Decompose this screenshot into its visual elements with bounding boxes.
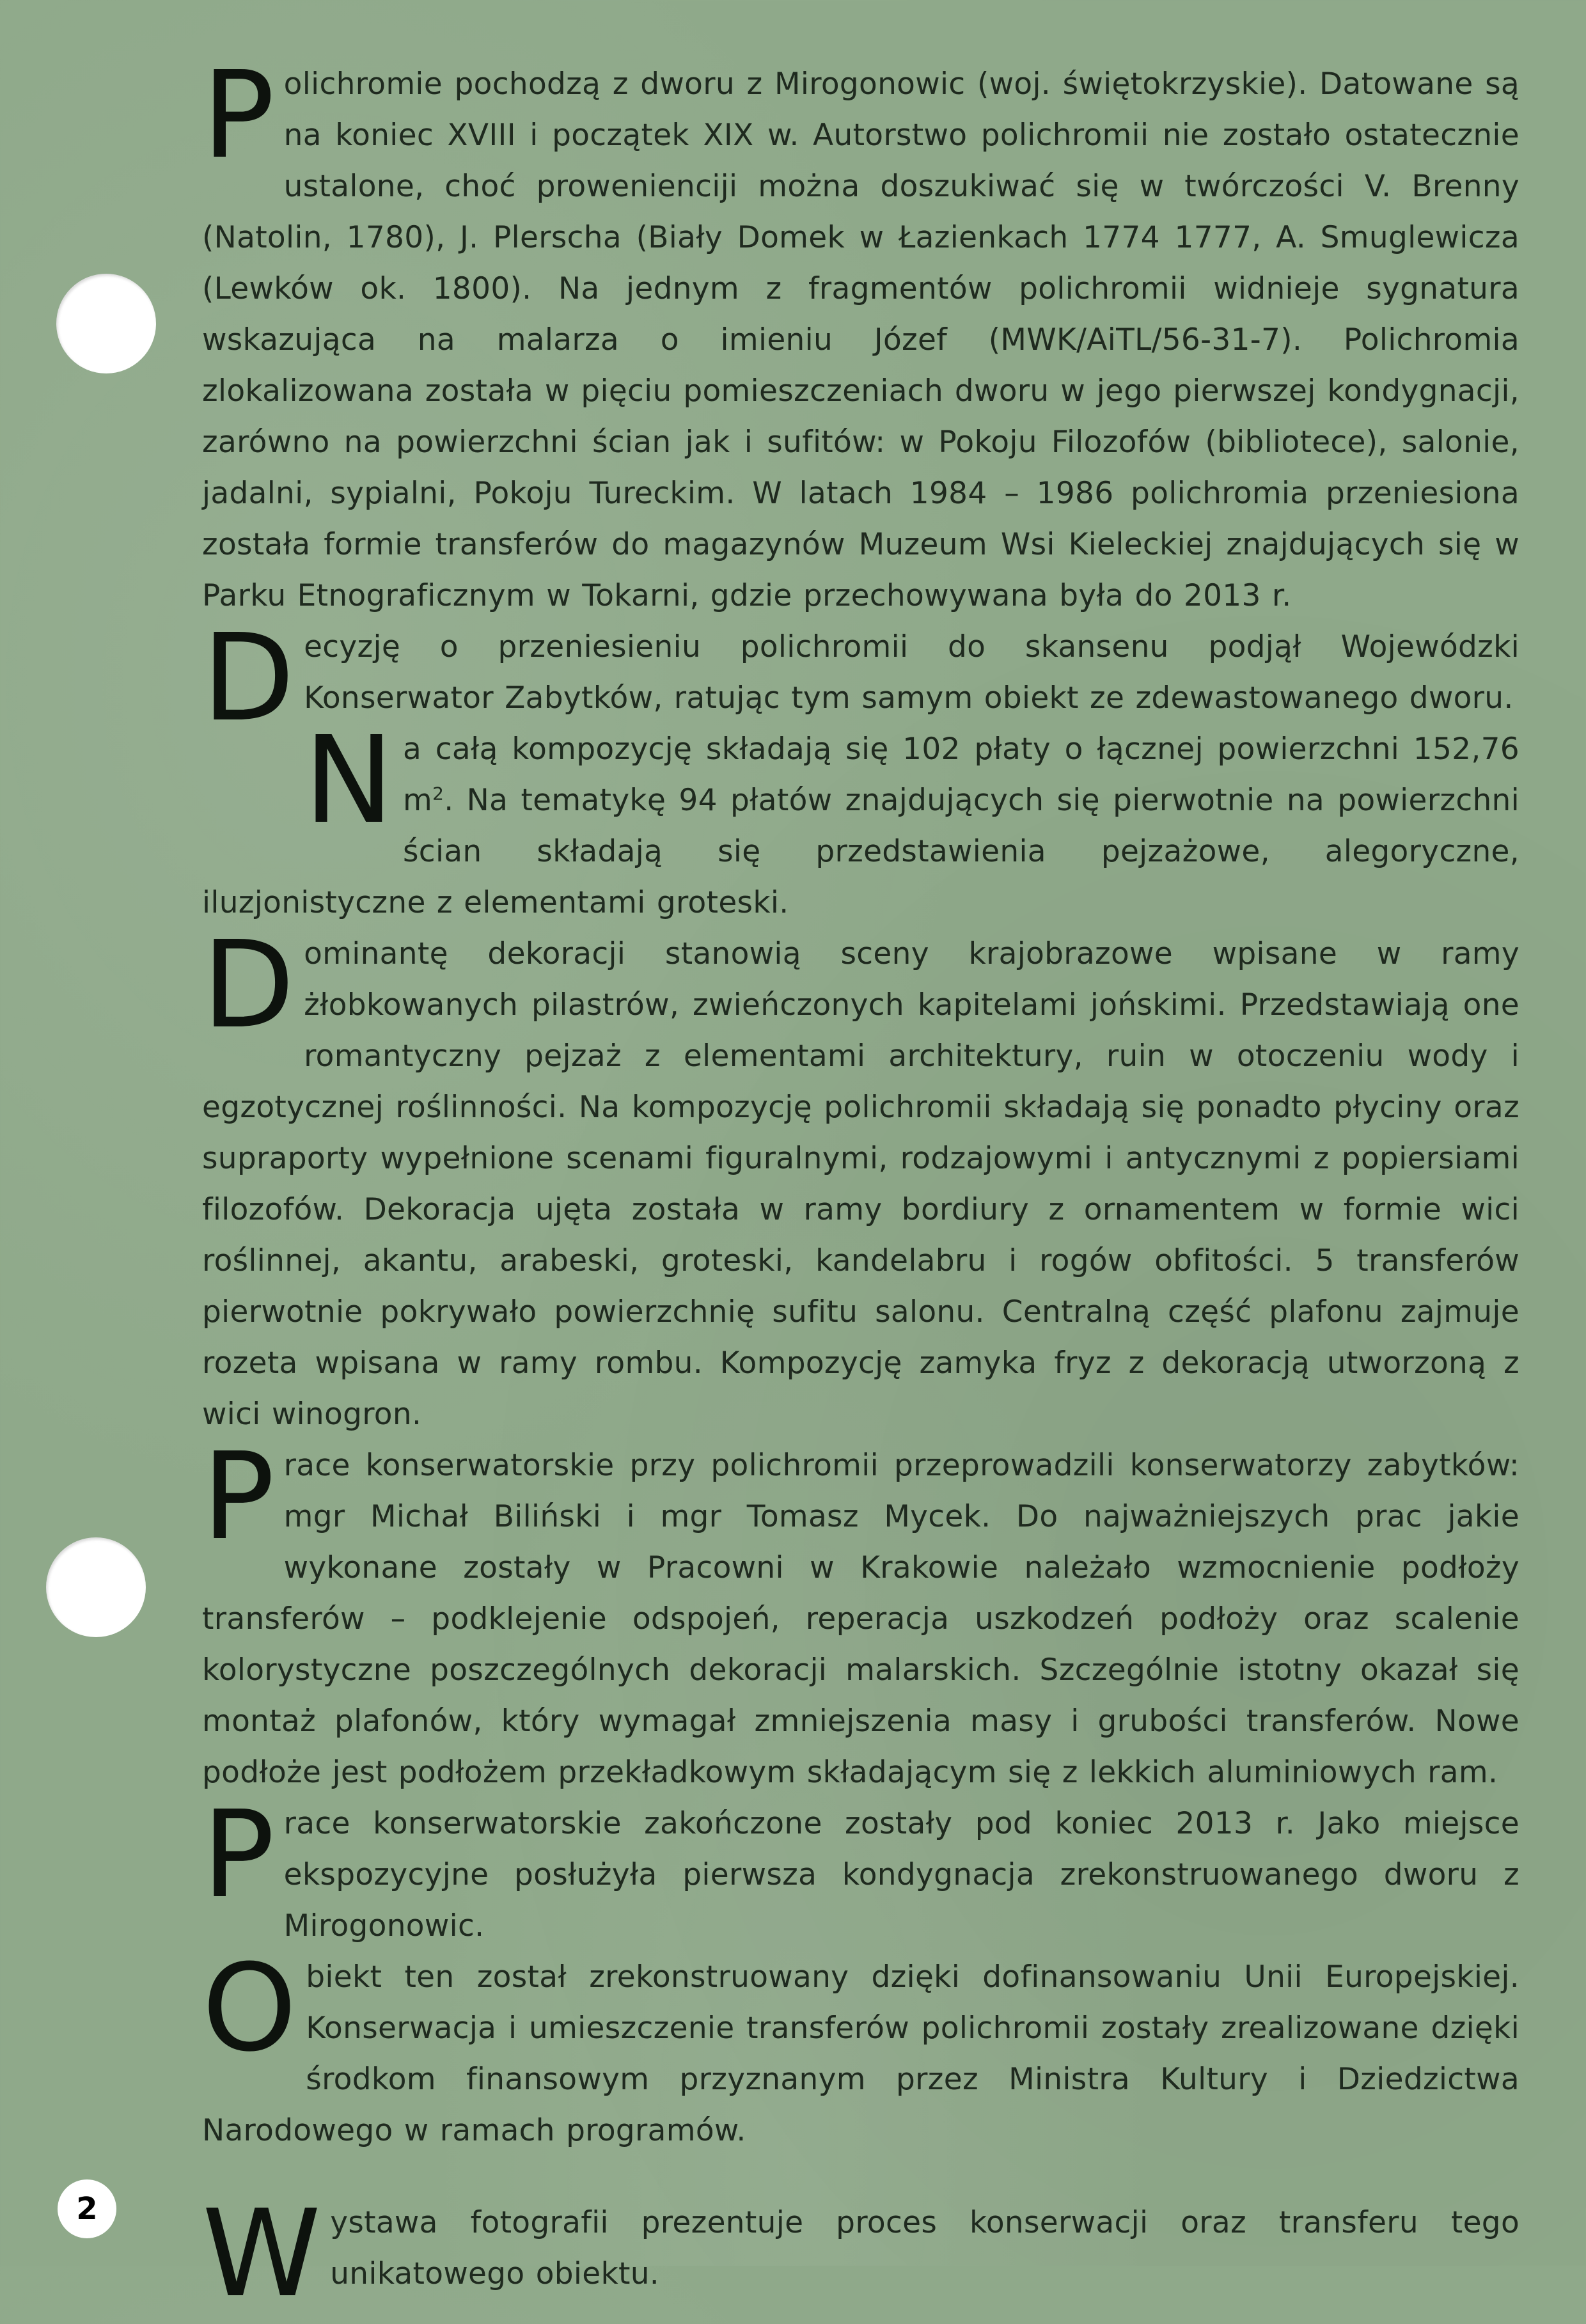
drop-cap: D: [202, 608, 295, 748]
punch-hole-bottom: [46, 1537, 146, 1637]
paragraph-prace-zakonczone: [202, 1785, 1519, 1952]
drop-cap: O: [202, 1938, 297, 2078]
punch-hole-top: [56, 274, 156, 373]
paragraph-text: race konserwatorskie zakończone zostały pod koniec 2013 r. Jako miejsce ekspozycyjne posłużyła pierwsza kondygnacja zrekonstruowanego dworu z Mirogonowic.: [283, 1806, 1519, 1943]
paragraph-text: ecyzję o przeniesieniu polichromii do skansenu podjął Wojewódzki Konserwator Zabytków, ratując tym samym obiekt ze zdewastowanego dworu.: [304, 629, 1519, 716]
paragraph-text-continued: . Na tematykę 94 płatów znajdujących się pierwotnie na powierzchni ścian składają się przedstawienia pejzażowe, alegoryczne, iluzjonistyczne z elementami groteski.: [202, 783, 1519, 920]
drop-cap: P: [202, 45, 275, 185]
paragraph-dominanta: [202, 915, 1519, 1440]
paragraph-obiekt: [202, 1938, 1519, 2156]
drop-cap: N: [304, 711, 395, 851]
article-body: [202, 45, 1519, 2324]
paragraph-decyzja: [202, 608, 1519, 748]
paragraph-text: ominantę dekoracji stanowią sceny krajobrazowe wpisane w ramy żłobkowanych pilastrów, zwieńczonych kapitelami jońskimi. Przedstawiają one romantyczny pejzaż z elementami architektury, ruin w otoczeniu wody i egzotycznej roślinności. Na kompozycję polichromii składają się ponadto płyciny oraz supraporty wypełnione scenami figuralnymi, rodzajowymi i antycznymi z popiersiami filozofów. Dekoracja ujęta została w ramy bordiury z ornamentem w formie wici roślinnej, akantu, arabeski, groteski, kandelabru i rogów obfitości. 5 transferów pierwotnie pokrywało powierzchnię sufitu salonu. Centralną część plafonu zajmuje rozeta wpisana w ramy rombu. Kompozycję zamyka fryz z dekoracją utworzoną z wici winogron.: [202, 936, 1519, 1432]
paragraph-text: ystawa fotografii prezentuje proces konserwacji oraz transferu tego unikatowego obiektu.: [330, 2205, 1519, 2291]
drop-cap: D: [202, 915, 295, 1055]
drop-cap: P: [202, 1785, 275, 1925]
paragraph-prace-konserwatorskie: [202, 1427, 1519, 1798]
superscript-2: 2: [432, 783, 444, 805]
paragraph-text: biekt ten został zrekonstruowany dzięki dofinansowaniu Unii Europejskiej. Konserwacja i umieszczenie transferów polichromii zostały zrealizowane dzięki środkom finansowym przyznanym przez Ministra Kultury i Dziedzictwa Narodowego w ramach programów.: [202, 1959, 1519, 2148]
paragraph-kompozycja: [202, 711, 1519, 929]
drop-cap: P: [202, 1427, 275, 1567]
paragraph-text: olichromie pochodzą z dworu z Mirogonowic (woj. świętokrzyskie). Datowane są na koniec XVIII i początek XIX w. Autorstwo polichromii nie zostało ostatecznie ustalone, choć prowenienciji można doszukiwać się w twórczości V. Brenny (Natolin, 1780), J. Plerscha (Biały Domek w Łazienkach 1774 1777, A. Smuglewicza (Lewków ok. 1800). Na jednym z fragmentów polichromii widnieje sygnatura wskazująca na malarza o imieniu Józef (MWK/AiTL/56-31-7). Polichromia zlokalizowana została w pięciu pomieszczeniach dworu w jego pierwszej kondygnacji, zarówno na powierzchni ścian jak i sufitów: w Pokoju Filozofów (bibliotece), salonie, jadalni, sypialni, Pokoju Tureckim. W latach 1984 – 1986 polichromia przeniesiona została formie transferów do magazynów Muzeum Wsi Kieleckiej znajdujących się w Parku Etnograficznym w Tokarni, gdzie przechowywana była do 2013 r.: [202, 67, 1519, 613]
drop-cap: W: [202, 2184, 322, 2324]
paragraph-wystawa: [202, 2184, 1519, 2324]
paragraph-text: race konserwatorskie przy polichromii przeprowadzili konserwatorzy zabytków: mgr Michał Biliński i mgr Tomasz Mycek. Do najważniejszych prac jakie wykonane zostały w Pracowni w Krakowie należało wzmocnienie podłoży transferów – podklejenie odspojeń, reperacja uszkodzeń podłoży oraz scalenie kolorystyczne poszczególnych dekoracji malarskich. Szczególnie istotny okazał się montaż plafonów, który wymagał zmniejszenia masy i grubości transferów. Nowe podłoże jest podłożem przekładkowym składającym się z lekkich aluminiowych ram.: [202, 1448, 1519, 1790]
paragraph-text: a całą kompozycję składają się 102 płaty o łącznej powierzchni 152,76 m: [403, 732, 1519, 818]
page-number: 2: [58, 2179, 116, 2238]
paragraph-polichromie: [202, 45, 1519, 622]
